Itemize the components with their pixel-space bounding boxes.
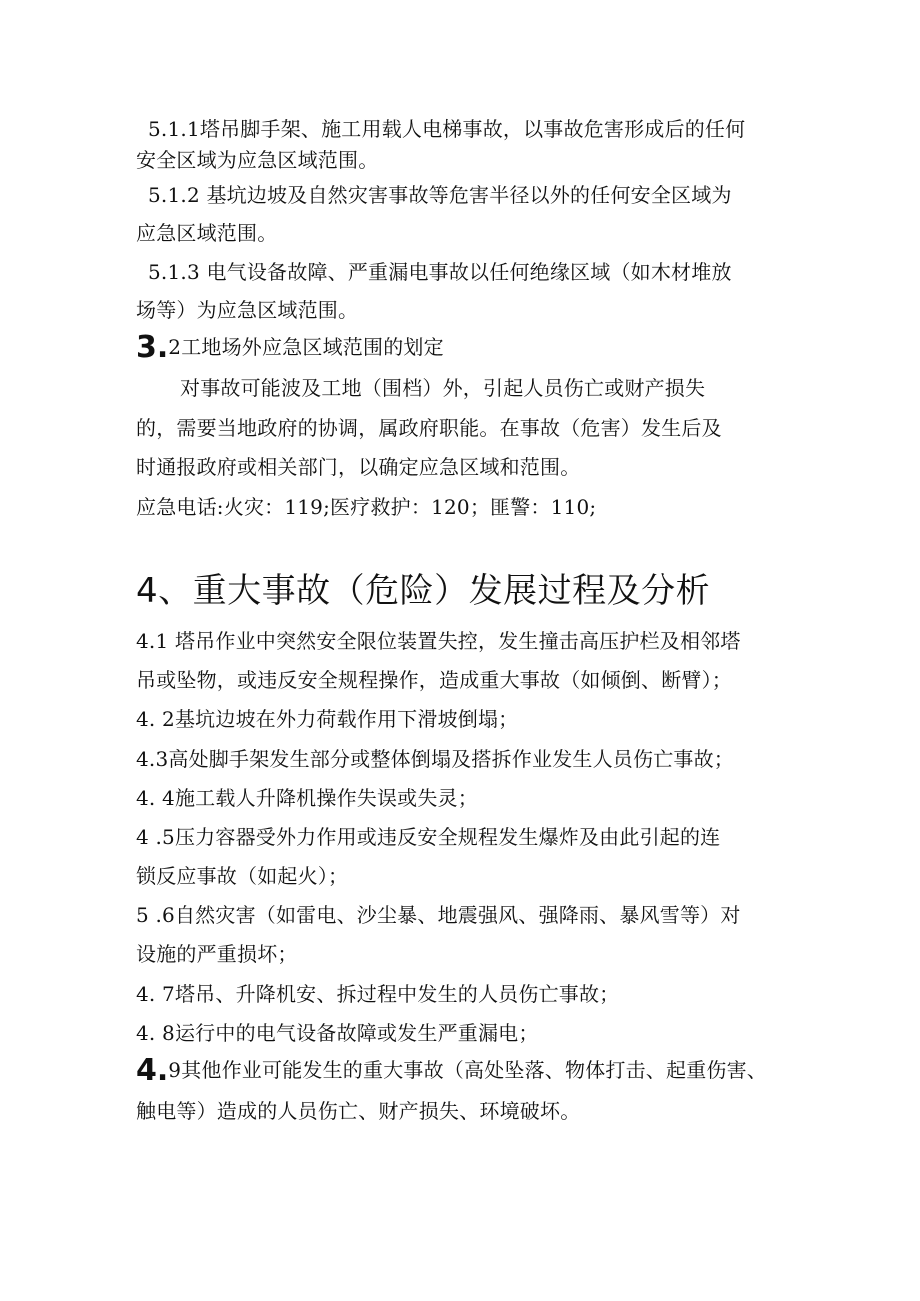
item-4-6-line-2: 设施的严重损坏； [136,942,298,966]
item-4-5-line-1: 4 .5压力容器受外力作用或违反安全规程发生爆炸及由此引起的连 [136,825,721,849]
item-4-8: 4. 8运行中的电气设备故障或发生严重漏电； [136,1021,539,1045]
paragraph-3-2-line-2: 的，需要当地政府的协调，属政府职能。在事故（危害）发生后及 [136,416,722,440]
paragraph-5-1-3-line-2: 场等）为应急区域范围。 [136,298,359,322]
paragraph-3-2-line-3: 时通报政府或相关部门，以确定应急区域和范围。 [136,455,581,479]
item-4-1-line-2: 吊或坠物，或违反安全规程操作，造成重大事故（如倾倒、断臂）； [136,668,732,692]
section-4-heading: 4、重大事故（危险）发展过程及分析 [136,571,711,611]
paragraph-5-1-3-line-1: 5.1.3 电气设备故障、严重漏电事故以任何绝缘区域（如木材堆放 [148,260,732,284]
subsection-title-text: 2工地场外应急区域范围的划定 [168,335,444,359]
item-4-9-line-1 [136,1053,768,1088]
item-4-5-line-2: 锁反应事故（如起火）； [136,864,349,888]
paragraph-5-1-1-line-1: 5.1.1塔吊脚手架、施工用载人电梯事故，以事故危害形成后的任何 [148,117,746,141]
item-4-9-number: 4. [136,1053,169,1088]
subsection-3-2-title [136,330,444,365]
item-4-1-line-1: 4.1 塔吊作业中突然安全限位装置失控，发生撞击高压护栏及相邻塔 [136,629,741,653]
paragraph-3-2-line-1: 对事故可能波及工地（围档）外，引起人员伤亡或财产损失 [180,376,706,400]
item-4-3: 4.3高处脚手架发生部分或整体倒塌及搭拆作业发生人员伤亡事故； [136,747,735,771]
item-4-6-line-1: 5 .6自然灾害（如雷电、沙尘暴、地震强风、强降雨、暴风雪等）对 [136,903,741,927]
paragraph-5-1-2-line-2: 应急区域范围。 [136,221,278,245]
item-4-9-line-2: 触电等）造成的人员伤亡、财产损失、环境破坏。 [136,1099,581,1123]
item-4-4: 4. 4施工载人升降机操作失误或失灵； [136,786,478,810]
subsection-number: 3. [136,330,169,365]
paragraph-5-1-1-line-2: 安全区域为应急区域范围。 [136,148,379,172]
item-4-9-text: 9其他作业可能发生的重大事故（高处坠落、物体打击、起重伤害、 [168,1058,768,1082]
emergency-phones: 应急电话:火灾：119;医疗救护：120；匪警：110; [136,495,597,519]
item-4-2: 4. 2基坑边坡在外力荷载作用下滑坡倒塌； [136,707,519,731]
paragraph-5-1-2-line-1: 5.1.2 基坑边坡及自然灾害事故等危害半径以外的任何安全区域为 [148,183,732,207]
item-4-7: 4. 7塔吊、升降机安、拆过程中发生的人员伤亡事故； [136,982,620,1006]
